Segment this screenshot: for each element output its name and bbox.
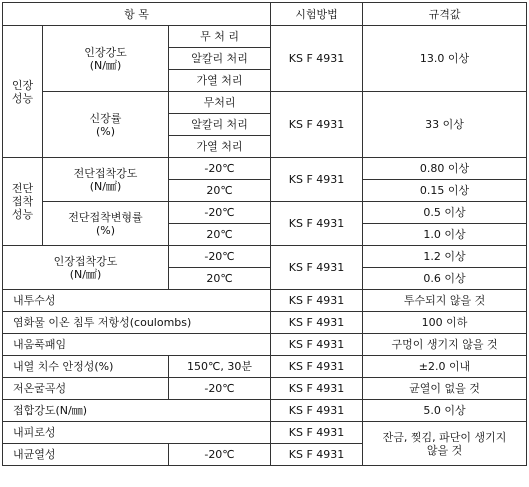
table-row (3, 400, 527, 422)
method-cell: KS F 4931 (271, 356, 363, 378)
table-row (3, 92, 527, 114)
condition-cell: 가열 처리 (169, 70, 271, 92)
spec-table-container (2, 2, 527, 466)
value-cell: 0.15 이상 (363, 180, 527, 202)
method-cell: KS F 4931 (271, 444, 363, 466)
method-cell: KS F 4931 (271, 26, 363, 92)
puncture-label: 내움푹패임 (3, 334, 271, 356)
chloride-label: 염화물 이온 침투 저항성(coulombs) (3, 312, 271, 334)
shear-group-label: 전단 접착 성능 (3, 158, 43, 246)
bond-strength-row-label: 접합강도(N/㎜) (3, 400, 271, 422)
table-row (3, 312, 527, 334)
value-cell: 0.5 이상 (363, 202, 527, 224)
condition-cell: -20℃ (169, 378, 271, 400)
header-item: 항 목 (3, 3, 271, 26)
tensile-strength-label: 인장강도 (N/㎟) (43, 26, 169, 92)
fatigue-label: 내피로성 (3, 422, 271, 444)
value-cell: 5.0 이상 (363, 400, 527, 422)
method-cell: KS F 4931 (271, 422, 363, 444)
method-cell: KS F 4931 (271, 378, 363, 400)
tensile-group-label: 인장 성능 (3, 26, 43, 158)
table-row (3, 158, 527, 180)
table-row (3, 422, 527, 444)
condition-cell: 무처리 (169, 92, 271, 114)
method-cell: KS F 4931 (271, 92, 363, 158)
fatigue-crack-value: 잔금, 찢김, 파단이 생기지 않을 것 (363, 422, 527, 466)
method-cell: KS F 4931 (271, 400, 363, 422)
table-row (3, 378, 527, 400)
condition-cell: -20℃ (169, 444, 271, 466)
condition-cell: 20℃ (169, 224, 271, 246)
value-cell: 1.2 이상 (363, 246, 527, 268)
spec-table (2, 2, 527, 466)
bond-strength-label: 인장접착강도 (N/㎟) (3, 246, 169, 290)
value-cell: 13.0 이상 (363, 26, 527, 92)
condition-cell: 무 처 리 (169, 26, 271, 48)
value-cell: 구멍이 생기지 않을 것 (363, 334, 527, 356)
header-spec: 규격값 (363, 3, 527, 26)
table-row (3, 356, 527, 378)
value-cell: 100 이하 (363, 312, 527, 334)
shear-deformation-label: 전단접착변형률 (%) (43, 202, 169, 246)
condition-cell: 20℃ (169, 180, 271, 202)
condition-cell: -20℃ (169, 158, 271, 180)
method-cell: KS F 4931 (271, 246, 363, 290)
header-method: 시험방법 (271, 3, 363, 26)
value-cell: 균열이 없을 것 (363, 378, 527, 400)
value-cell: 33 이상 (363, 92, 527, 158)
crack-resistance-label: 내균열성 (3, 444, 169, 466)
method-cell: KS F 4931 (271, 312, 363, 334)
table-row (3, 246, 527, 268)
value-cell: 1.0 이상 (363, 224, 527, 246)
shear-strength-label: 전단접착강도 (N/㎟) (43, 158, 169, 202)
method-cell: KS F 4931 (271, 202, 363, 246)
elongation-label: 신장률 (%) (43, 92, 169, 158)
condition-cell: -20℃ (169, 202, 271, 224)
value-cell: ±2.0 이내 (363, 356, 527, 378)
heat-stability-label: 내열 치수 안정성(%) (3, 356, 169, 378)
table-row (3, 202, 527, 224)
condition-cell: 가열 처리 (169, 136, 271, 158)
value-cell: 0.80 이상 (363, 158, 527, 180)
method-cell: KS F 4931 (271, 334, 363, 356)
value-cell: 0.6 이상 (363, 268, 527, 290)
table-row (3, 334, 527, 356)
value-cell: 투수되지 않을 것 (363, 290, 527, 312)
method-cell: KS F 4931 (271, 290, 363, 312)
table-row (3, 26, 527, 48)
condition-cell: 알칼리 처리 (169, 48, 271, 70)
table-row (3, 290, 527, 312)
low-temp-bending-label: 저온굴곡성 (3, 378, 169, 400)
condition-cell: 알칼리 처리 (169, 114, 271, 136)
permeability-label: 내투수성 (3, 290, 271, 312)
condition-cell: 20℃ (169, 268, 271, 290)
method-cell: KS F 4931 (271, 158, 363, 202)
header-row (3, 3, 527, 26)
condition-cell: 150℃, 30분 (169, 356, 271, 378)
condition-cell: -20℃ (169, 246, 271, 268)
